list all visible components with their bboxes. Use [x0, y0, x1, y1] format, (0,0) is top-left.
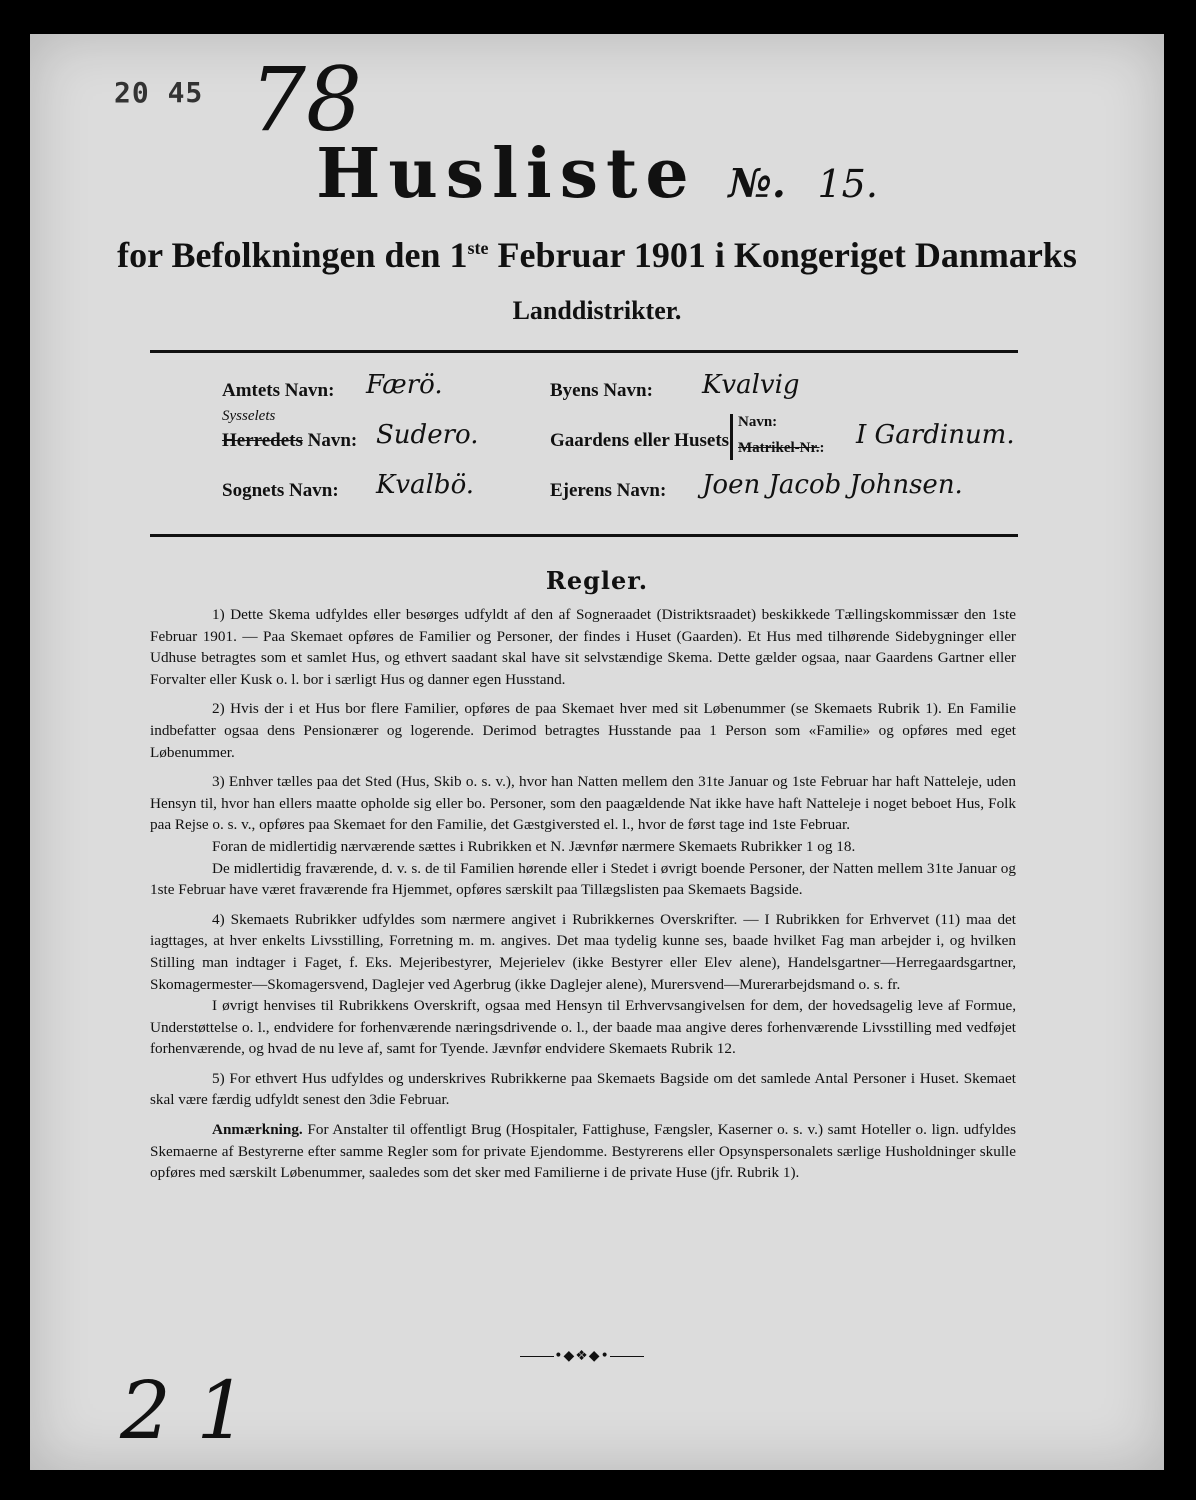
- herred-value: Sudero.: [376, 420, 479, 450]
- end-ornament: [510, 1348, 654, 1364]
- matrikel-struck: Matrikel-Nr.: [738, 440, 820, 456]
- handwritten-page-number: 78: [250, 48, 362, 151]
- top-divider: [150, 350, 1018, 353]
- syssel-handwritten: Sysselets: [222, 408, 276, 424]
- rule-4b: I øvrigt henvises til Rubrikkens Overskrift, ogsaa med Hensyn til Erhvervsangivelsen for dem, der hovedsagelig leve af Formue, Understøttelse o. l., endvidere for forhenværende næringsdrivende o. l., der baade maa angive deres forhenværende Livsstilling med vedføjet forhenværende, og hvad de nu leve af, samt for Tyende. Jævnfør endvidere Skemaets Rubrik 12.: [150, 997, 1016, 1058]
- amt-value: Færö.: [366, 370, 443, 400]
- herred-struck: Herredets: [222, 430, 303, 451]
- subtitle-part1: for Befolkningen den 1: [117, 235, 468, 275]
- handwritten-footer-number: 2 1: [120, 1364, 248, 1457]
- rule-note: [150, 1119, 1016, 1184]
- rules-heading: Regler.: [545, 566, 649, 595]
- gaard-matrikel: [738, 440, 825, 457]
- ornament-glyphs: •◆❖◆•: [554, 1348, 610, 1364]
- rule-3b: Foran de midlertidig nærværende sættes i Rubrikken et N. Jævnfør nærmere Skemaets Rubrikker 1 og 18.: [212, 837, 856, 855]
- census-form-page: [30, 34, 1164, 1470]
- rule-3a: 3) Enhver tælles paa det Sted (Hus, Skib o. s. v.), hvor han Natten mellem den 31te Januar og 1ste Februar har haft Natteleje, uden Hensyn til, hvor han ellers maatte opholde sig eller bo. Personer, som den paagældende Nat ikke have haft Natteleje i noget beboet Hus, Folk paa Rejse o. s. v., opføres paa Skemaet for den Familie, det Gæstgiversted el. l., hvor de først tage ind 1ste Februar.: [150, 773, 1016, 834]
- rule-5: 5) For ethvert Hus udfyldes og underskrives Rubrikkerne paa Skemaets Bagside om det samlede Antal Personer i Huset. Skemaet skal være færdig udfyldt senest den 3die Februar.: [150, 1069, 1016, 1109]
- rule-4a: 4) Skemaets Rubrikker udfyldes som nærmere angivet i Rubrikkernes Overskrifter. — I Rubrikken for Erhvervet (11) maa det iagttages, at hver enkelts Livsstilling, Forretning m. m. angives. Det maa tydelig kunne ses, baade hvilket Fag man arbejder i, og hvilken Stilling man indtager i Faget, f. Eks. Mejeribestyrer, Mejerielev (ikke Bestyrer eller Elev alene), Handelsgartner—Herregaardsgartner, Skomagermester—Skomagersvend, Daglejer ved Agerbrug (ikke Daglejer alene), Murersvend—Murerarbejdsmand o. s. fr.: [150, 910, 1016, 993]
- form-title: [30, 134, 1164, 214]
- byen-label: Byens Navn:: [550, 380, 653, 401]
- sogn-value: Kvalbö.: [376, 470, 475, 500]
- herred-label: [222, 430, 357, 452]
- number-sign: №.: [728, 160, 786, 207]
- rules-body: [150, 604, 1016, 1192]
- subtitle-superscript: ste: [467, 238, 489, 258]
- form-subtitle: [30, 234, 1164, 276]
- amt-label: Amtets Navn:: [222, 380, 335, 401]
- note-label: Anmærkning.: [212, 1121, 303, 1139]
- rule-2: 2) Hvis der i et Hus bor flere Familier, opføres de paa Skemaet hver med sit Løbenummer (se Skemaets Rubrik 1). En Familie indbefatter ogsaa dens Pensionærer og logerende. Derimod betragtes Husstande paa 1 Person som «Familie» og opføres med eget Løbenummer.: [150, 700, 1016, 761]
- list-number: 15.: [817, 162, 878, 206]
- rule-3c: De midlertidig fraværende, d. v. s. de til Familien hørende eller i Stedet i øvrigt boende Personer, der Natten mellem 31te Januar og 1ste Februar have været fraværende fra Hjemmet, opføres særskilt paa Tillægslisten paa Skemaets Bagside.: [150, 859, 1016, 899]
- title-text: Husliste: [316, 134, 697, 214]
- herred-navn: Navn:: [302, 430, 358, 451]
- gaard-navn: Navn:: [738, 414, 778, 430]
- gaard-value: I Gardinum.: [856, 420, 1015, 450]
- note-text: For Anstalter til offentligt Brug (Hospitaler, Fattighuse, Fængsler, Kaserner o. s. v.) samt Hoteller o. lign. udfyldes Skemaerne af Bestyrerne efter samme Regler som for private Ejendomme. Bestyrerens eller Opsynspersonalets særlige Husholdninger skulle opføres med særskilt Løbenummer, saaledes som det sker med Familierne i de private Huse (jfr. Rubrik 1).: [150, 1121, 1016, 1182]
- ejer-value: Joen Jacob Johnsen.: [702, 470, 963, 500]
- rule-1: 1) Dette Skema udfyldes eller besørges udfyldt af den af Sogneraadet (Distriktsraadet) beskikkede Tællingskommissær den 1ste Februar 1901. — Paa Skemaet opføres de Familier og Personer, der findes i Huset (Gaarden). Et Hus med tilhørende Sidebygninger eller Udhuse betragtes som et samlet Hus, og ethvert saadant skal have sit selvstændige Skema. Dette gælder ogsaa, naar Gaardens Gartner eller Forvalter eller Kusk o. l. bor i særligt Hus og danner egen Husstand.: [150, 606, 1016, 688]
- form-subtitle-line2: Landdistrikter.: [512, 296, 682, 325]
- stamp-numbers: 20 45: [114, 76, 204, 109]
- bottom-divider: [150, 534, 1018, 537]
- gaard-brace: [730, 414, 733, 460]
- byen-value: Kvalvig: [702, 370, 800, 400]
- gaard-label: Gaardens eller Husets: [550, 430, 730, 451]
- subtitle-part2: Februar 1901 i Kongeriget Danmarks: [488, 235, 1077, 275]
- ejer-label: Ejerens Navn:: [550, 480, 667, 501]
- matrikel-colon: :: [819, 440, 825, 456]
- sogn-label: Sognets Navn:: [222, 480, 339, 501]
